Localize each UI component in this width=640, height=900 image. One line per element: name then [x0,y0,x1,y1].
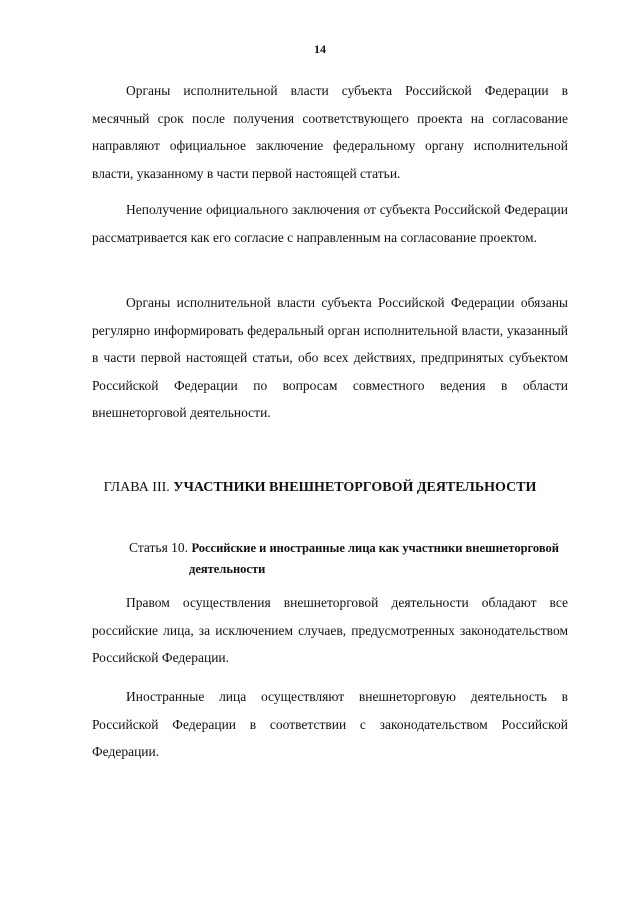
paragraph: Органы исполнительной власти субъекта Российской Федерации обязаны регулярно информировать федеральный орган исполнительной власти, указанный в части первой настоящей статьи, обо всех действиях, предпринятых субъектом Российской Федерации по вопросам совместного ведения в области внешнеторговой деятельности. [92,295,568,420]
article-title: Российские и иностранные лица как участники внешнеторговой [191,541,559,555]
chapter-label: ГЛАВА III. [103,480,170,495]
page-number: 14 [314,42,326,56]
paragraph: Органы исполнительной власти субъекта Российской Федерации в месячный срок после получения соответствующего проекта на согласование направляют официальное заключение федеральному органу исполнительной власти, указанному в части первой настоящей статьи. [92,83,568,181]
article-title-continuation: деятельности [189,562,266,576]
paragraph: Неполучение официального заключения от субъекта Российской Федерации рассматривается как его согласие с направленным на согласование проектом. [92,202,568,245]
paragraph: Правом осуществления внешнеторговой деятельности обладают все российские лица, за исключением случаев, предусмотренных законодательством Российской Федерации. [92,595,568,665]
article-heading [129,537,569,580]
chapter-heading [0,480,640,496]
article-label: Статья 10. [129,540,189,555]
paragraph: Иностранные лица осуществляют внешнеторговую деятельность в Российской Федерации в соответствии с законодательством Российской Федерации. [92,689,568,759]
chapter-title: УЧАСТНИКИ ВНЕШНЕТОРГОВОЙ ДЕЯТЕЛЬНОСТИ [173,480,537,495]
